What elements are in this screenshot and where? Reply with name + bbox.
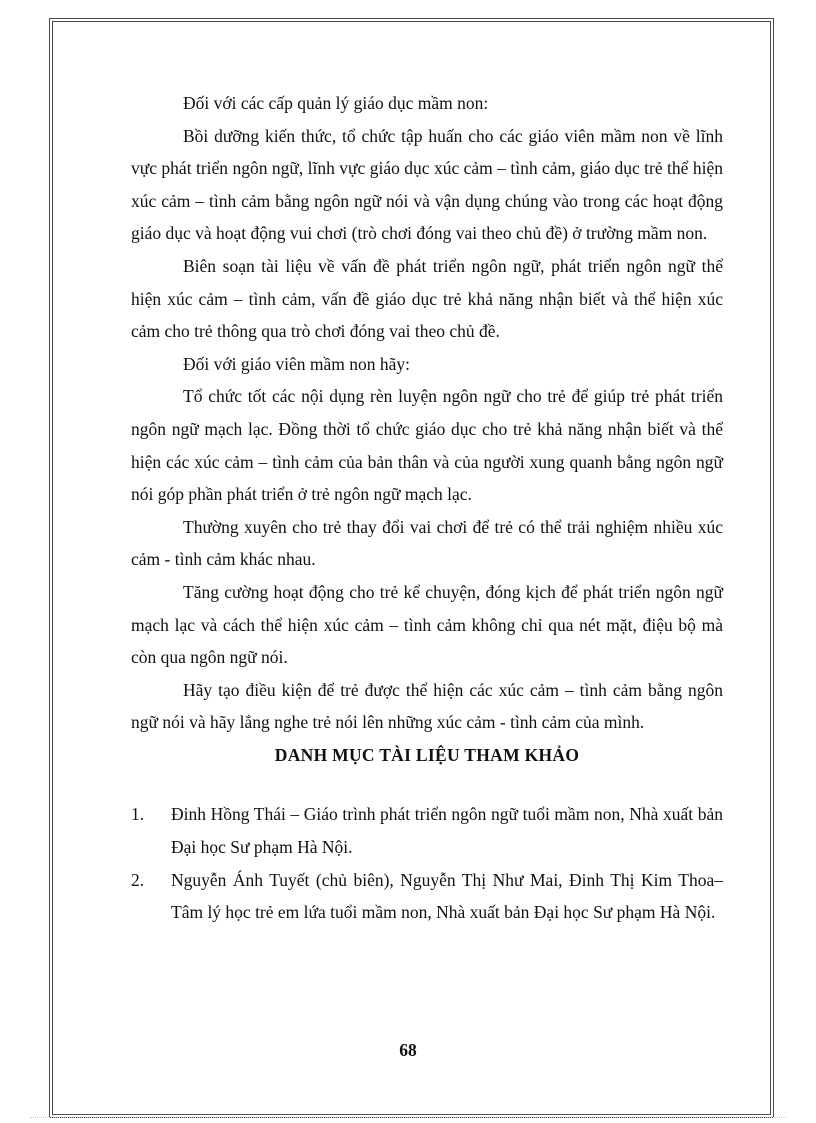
paragraph-storytelling: Tăng cường hoạt động cho trẻ kể chuyện, đóng kịch để phát triển ngôn ngữ mạch lạc và cách thể hiện xúc cảm – tình cảm không chỉ qua nét mặt, điệu bộ mà còn qua ngôn ngữ nói. <box>131 581 723 668</box>
reference-text: Nguyễn Ánh Tuyết (chủ biên), Nguyễn Thị Như Mai, Đinh Thị Kim Thoa– Tâm lý học trẻ em lứa tuổi mầm non, Nhà xuất bản Đại học Sư phạm Hà Nội. <box>171 869 723 923</box>
paragraph-roles: Thường xuyên cho trẻ thay đổi vai chơi để trẻ có thể trải nghiệm nhiều xúc cảm - tình cảm khác nhau. <box>131 516 723 570</box>
references-list <box>131 798 723 928</box>
reference-item <box>131 864 723 929</box>
reference-item <box>131 798 723 863</box>
reference-text: Đinh Hồng Thái – Giáo trình phát triển ngôn ngữ tuổi mầm non, Nhà xuất bản Đại học Sư phạm Hà Nội. <box>171 804 723 858</box>
paragraph-training: Bồi dưỡng kiến thức, tổ chức tập huấn cho các giáo viên mầm non về lĩnh vực phát triển ngôn ngữ, lĩnh vực giáo dục xúc cảm – tình cảm, giáo dục trẻ thể hiện xúc cảm – tình cảm bằng ngôn ngữ nói và vận dụng chúng vào trong các hoạt động giáo dục và hoạt động vui chơi (trò chơi đóng vai theo chủ đề) ở trường mầm non. <box>131 125 723 244</box>
footer-divider <box>30 1117 786 1118</box>
reference-number: 2. <box>131 869 145 890</box>
paragraph-materials: Biên soạn tài liệu về vấn đề phát triển ngôn ngữ, phát triển ngôn ngữ thể hiện xúc cảm – tình cảm, vấn đề giáo dục trẻ khả năng nhận biết và thể hiện xúc cảm cho trẻ thông qua trò chơi đóng vai theo chủ đề. <box>131 255 723 342</box>
paragraph-conditions: Hãy tạo điều kiện để trẻ được thể hiện các xúc cảm – tình cảm bằng ngôn ngữ nói và hãy lắng nghe trẻ nói lên những xúc cảm - tình cảm của mình. <box>131 679 723 733</box>
references-heading: DANH MỤC TÀI LIỆU THAM KHẢO <box>274 744 580 765</box>
paragraph-teachers-heading: Đối với giáo viên mầm non hãy: <box>183 353 410 374</box>
paragraph-managers-heading: Đối với các cấp quản lý giáo dục mầm non: <box>183 93 489 113</box>
page-content <box>131 87 723 929</box>
reference-number: 1. <box>131 804 145 825</box>
page-number: 68 <box>399 1040 417 1060</box>
paragraph-organize: Tổ chức tốt các nội dụng rèn luyện ngôn ngữ cho trẻ để giúp trẻ phát triển ngôn ngữ mạch lạc. Đồng thời tổ chức giáo dục cho trẻ khả năng nhận biết và thể hiện các xúc cảm – tình cảm của bản thân và của người xung quanh bằng ngôn ngữ nói góp phần phát triển ở trẻ ngôn ngữ mạch lạc. <box>131 386 723 505</box>
